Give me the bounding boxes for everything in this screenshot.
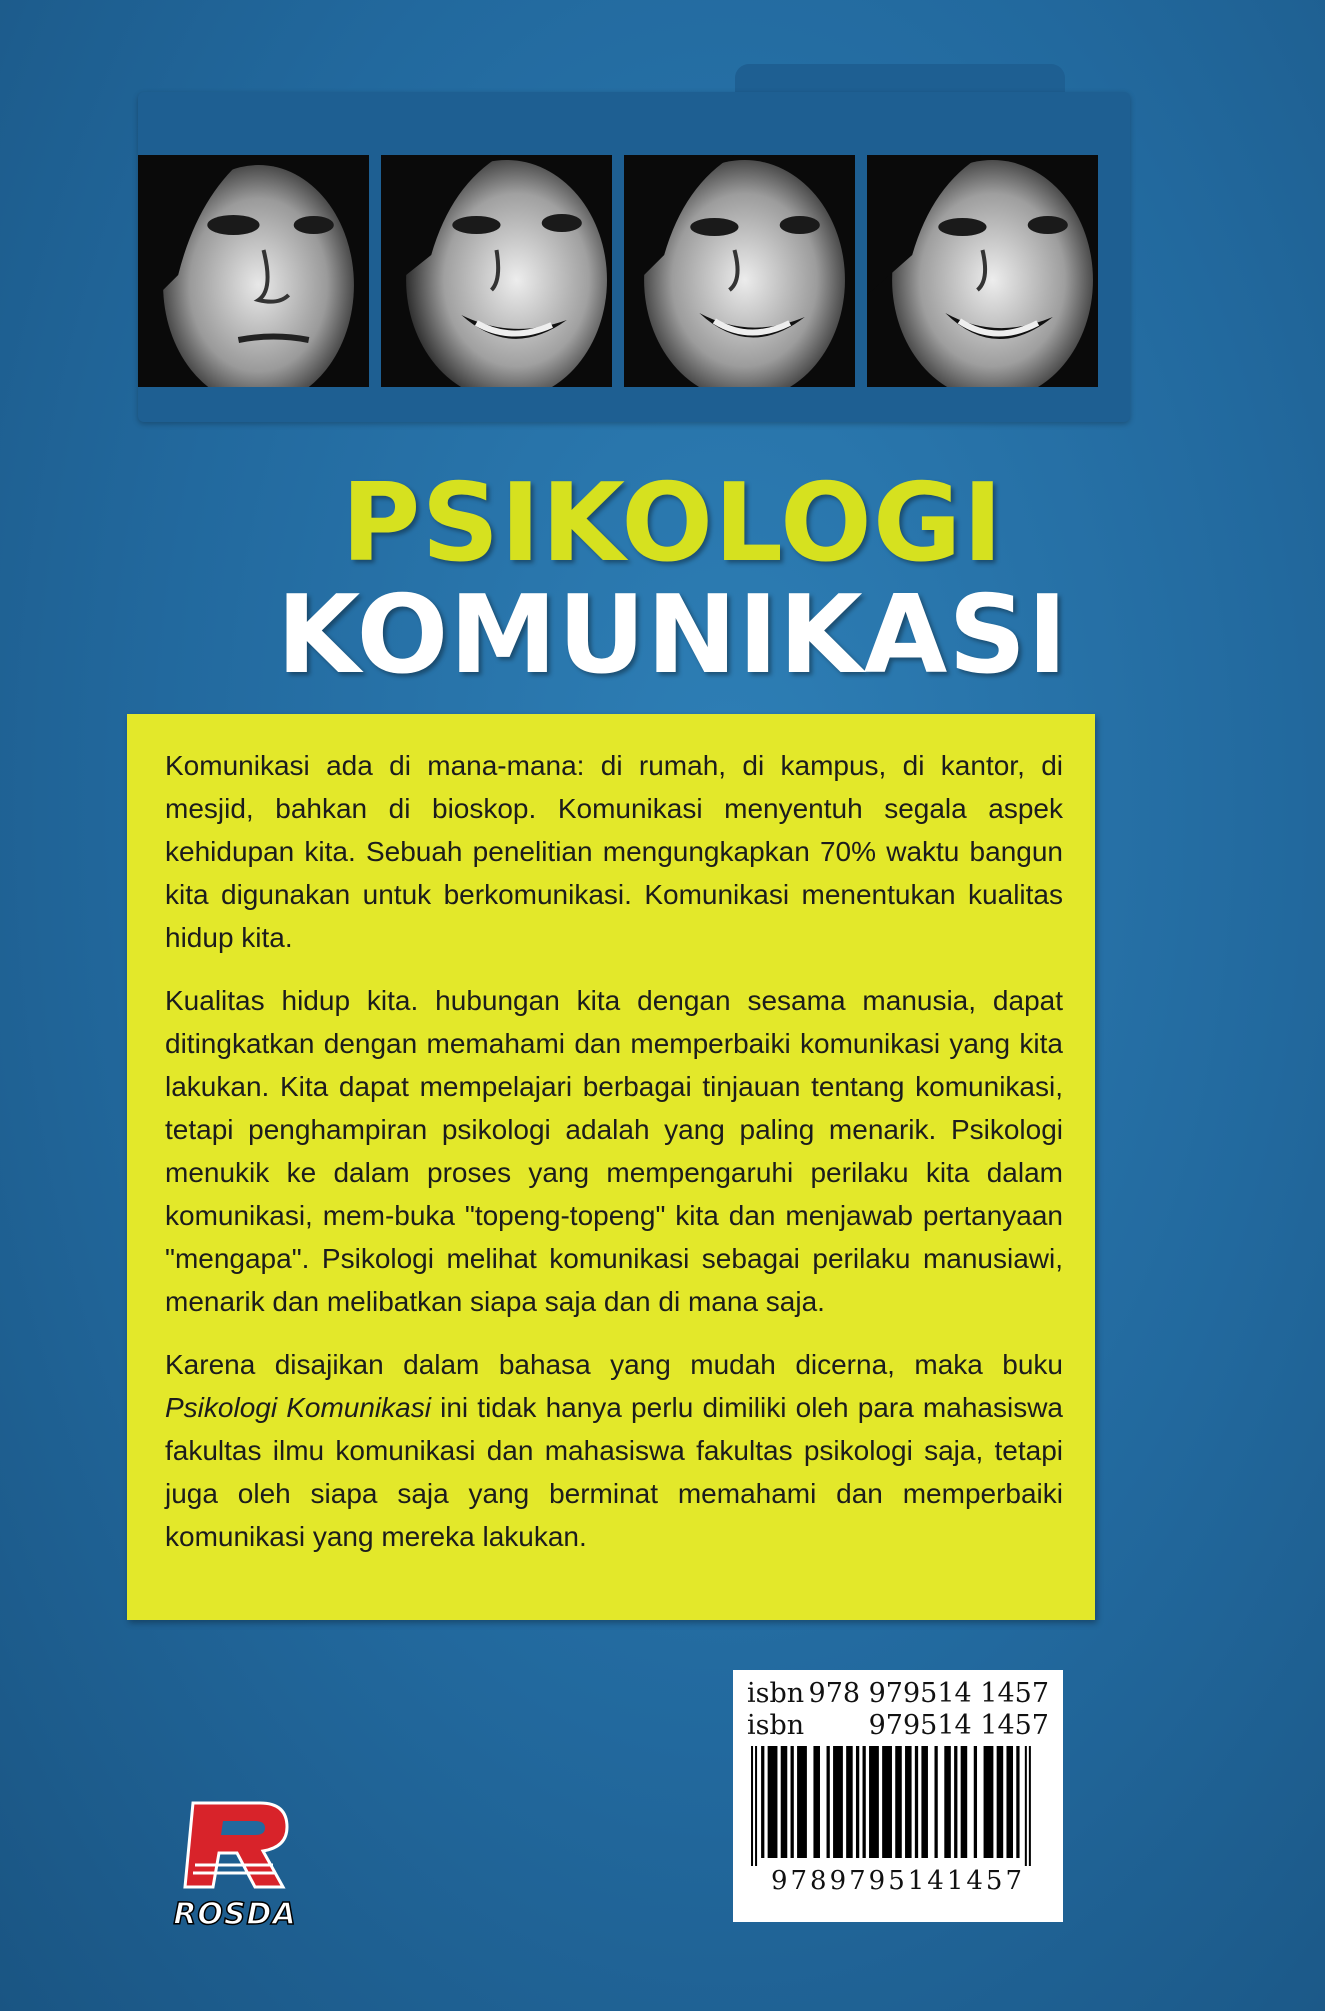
barcode-bar <box>1016 1746 1019 1858</box>
face-photo-3 <box>624 155 855 387</box>
barcode-bar <box>921 1746 928 1858</box>
barcode-bar <box>827 1746 830 1858</box>
blurb-p3-end: ini tidak hanya perlu dimiliki oleh para mahasiswa fakultas ilmu komunikasi dan mahasiswa fakultas psikologi saja, tetapi juga oleh siapa saja yang berminat memahami dan memperbaiki komunikasi yang mereka lakukan. <box>165 1392 1063 1552</box>
barcode-bar <box>797 1746 807 1858</box>
blurb-paragraph-1: Komunikasi ada di mana-mana: di rumah, di kampus, di kantor, di mesjid, bahkan di bioskop. Komunikasi menyentuh segala aspek kehidupan kita. Sebuah penelitian mengungkapkan 70% waktu bangun kita digunakan untuk berkomunikasi. Komunikasi menentukan kualitas hidup kita. <box>165 750 1063 953</box>
barcode-bar <box>791 1746 794 1858</box>
face-photo-2 <box>381 155 612 387</box>
barcode-bar <box>997 1746 1004 1858</box>
blurb-paragraph-3 <box>165 1343 1063 1558</box>
blurb-book-title-italic: Psikologi Komunikasi <box>165 1392 431 1423</box>
barcode-bar <box>833 1746 843 1858</box>
face-photo-4 <box>867 155 1098 387</box>
barcode-bar <box>954 1746 957 1858</box>
barcode-bar <box>915 1746 918 1858</box>
rosda-r-icon <box>175 1795 295 1895</box>
barcode-digits: 9789795141457 <box>770 1866 1026 1896</box>
blurb-p3-start: Karena disajikan dalam bahasa yang mudah dicerna, maka buku <box>165 1349 1063 1380</box>
publisher-name: ROSDA <box>173 1897 297 1932</box>
isbn-13-line <box>747 1678 1049 1710</box>
barcode-bar <box>846 1746 853 1858</box>
barcode-bar <box>905 1746 912 1858</box>
barcode-bar <box>944 1746 951 1858</box>
barcode-bar <box>856 1746 859 1858</box>
barcode-bar <box>768 1746 778 1858</box>
isbn-label: isbn <box>747 1678 805 1709</box>
barcode-bar <box>781 1746 788 1858</box>
isbn-10-value: 979514 1457 <box>868 1710 1049 1741</box>
isbn-13-value: 978 979514 1457 <box>808 1678 1049 1709</box>
barcode-bar <box>934 1746 937 1858</box>
blurb-paragraph-2: Kualitas hidup kita. hubungan kita dengan sesama manusia, dapat ditingkatkan dengan memahami dan memperbaiki komunikasi yang kita lakukan. Kita dapat mempelajari berbagai tinjauan tentang komunikasi, tetapi penghampiran psikologi adalah yang paling menarik. Psikologi menukik ke dalam proses yang mempengaruhi perilaku kita dalam komunikasi, mem-buka "topeng-topeng" kita dan menjawab pertanyaan "mengapa". Psikologi melihat komunikasi sebagai perilaku manusiawi, menarik dan melibatkan siapa saja dan di mana saja. <box>165 985 1063 1317</box>
barcode-guard-bar <box>755 1746 757 1866</box>
barcode-bar <box>961 1746 968 1858</box>
face-photo-1 <box>138 155 369 387</box>
book-title-line-1: PSIKOLOGI <box>341 461 1004 586</box>
isbn-barcode-box <box>733 1670 1063 1922</box>
photo-strip <box>138 155 1098 387</box>
isbn-label: isbn <box>747 1710 805 1741</box>
barcode-bar <box>863 1746 866 1858</box>
barcode-guard-bar <box>1025 1746 1027 1866</box>
barcode-bar <box>761 1746 764 1858</box>
blurb-panel <box>127 714 1095 1620</box>
barcode-bar <box>882 1746 892 1858</box>
publisher-logo <box>165 1795 305 1945</box>
barcode-guard-bar <box>1029 1746 1031 1866</box>
barcode-bar <box>974 1746 977 1858</box>
barcode <box>747 1746 1049 1866</box>
barcode-bar <box>1006 1746 1013 1858</box>
barcode-bar <box>895 1746 902 1858</box>
barcode-bar <box>984 1746 994 1858</box>
barcode-bar <box>869 1746 879 1858</box>
isbn-10-line <box>747 1710 1049 1742</box>
book-title-line-2: KOMUNIKASI <box>276 573 1069 698</box>
barcode-bar <box>813 1746 820 1858</box>
barcode-guard-bar <box>751 1746 753 1866</box>
